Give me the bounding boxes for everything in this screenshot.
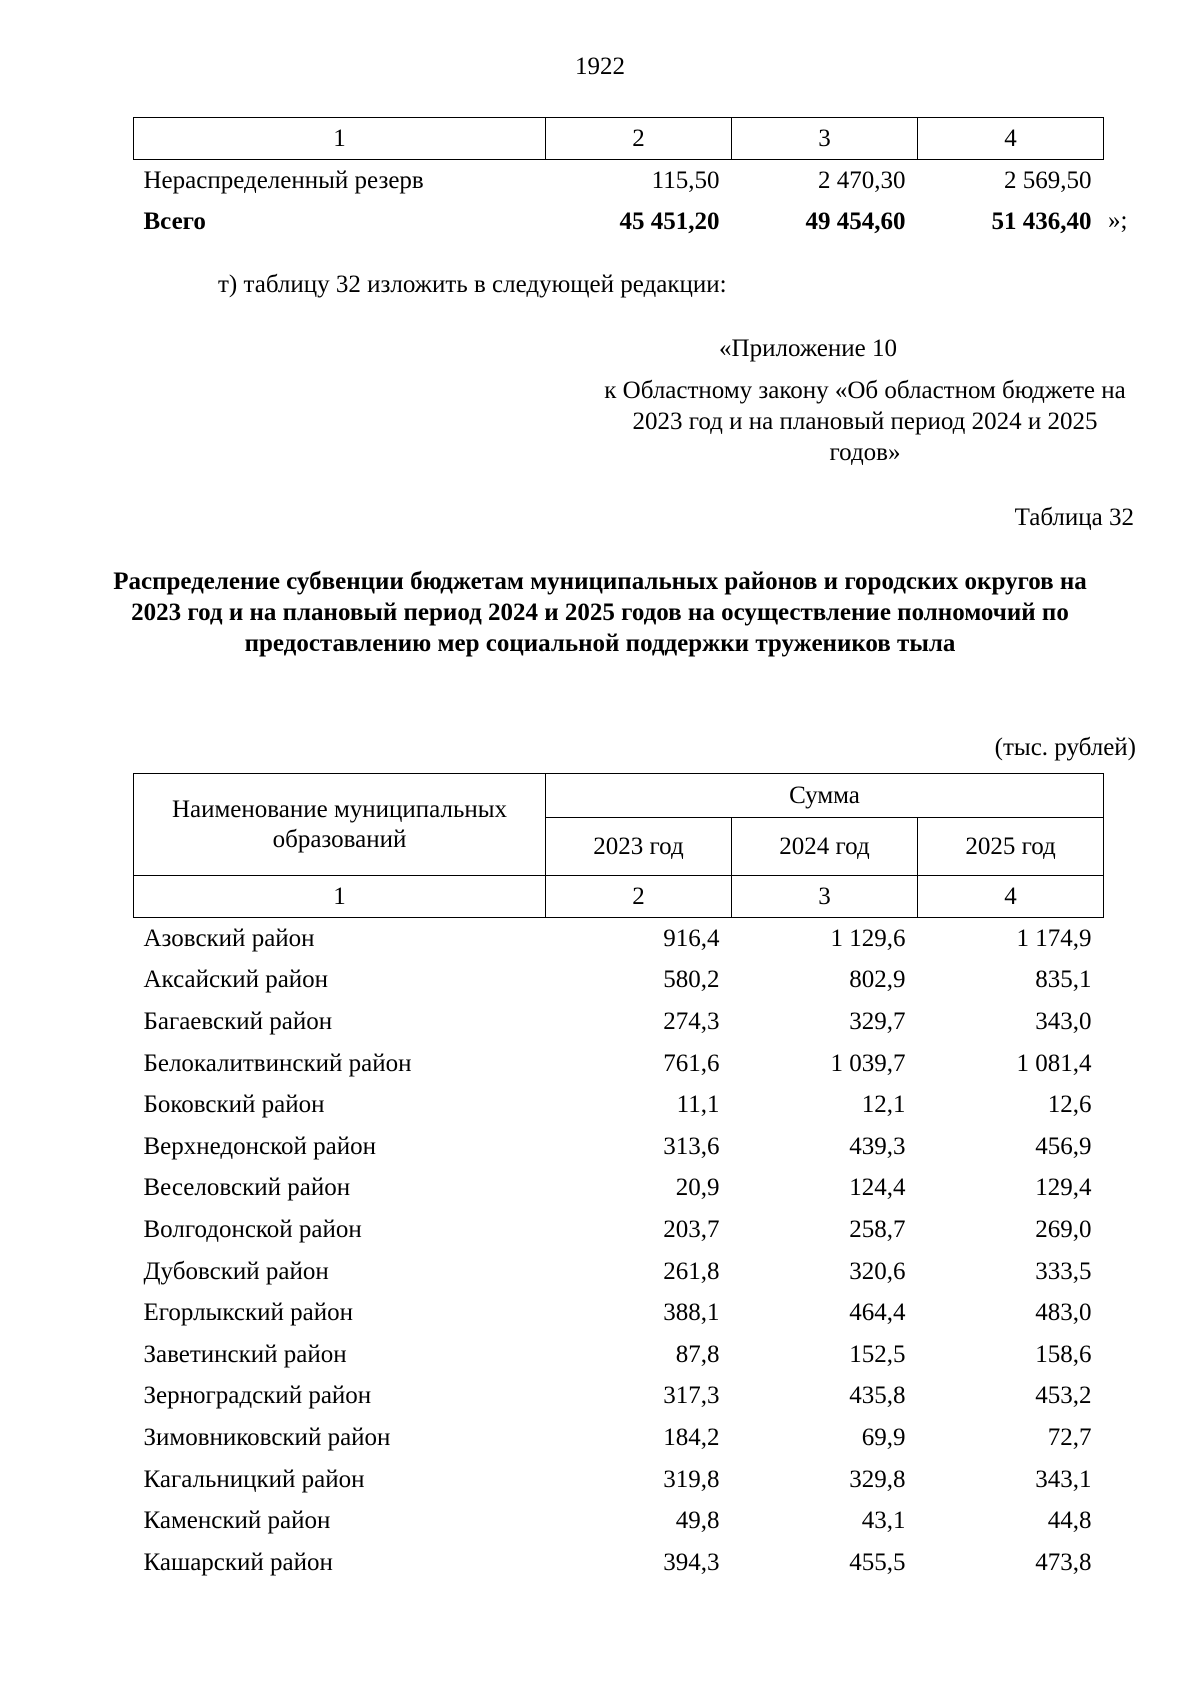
row-value-2023: 313,6 (663, 1132, 720, 1160)
table-row (134, 1043, 1104, 1085)
row-value-2023: 388,1 (663, 1299, 720, 1327)
row-value-2024: 1 129,6 (830, 924, 906, 952)
closing-quote: »; (1108, 207, 1128, 234)
row-value-2025: 343,1 (1035, 1465, 1092, 1493)
row-value-2025: 343,0 (1035, 1007, 1092, 1035)
table-title (0, 566, 1200, 659)
row-value-2024: 455,5 (849, 1548, 906, 1576)
main-table (133, 773, 1104, 1584)
table-row (134, 1251, 1104, 1293)
table-row (134, 1209, 1104, 1251)
col-number: 3 (732, 876, 918, 918)
row-name: Зимовниковский район (143, 1423, 391, 1451)
row-value-2025: 129,4 (1035, 1174, 1092, 1202)
table-row (134, 160, 1104, 202)
table-row (134, 1542, 1104, 1584)
row-name: Нераспределенный резерв (143, 166, 424, 194)
table-row (134, 1292, 1104, 1334)
row-name: Боковский район (143, 1091, 325, 1119)
table-row (134, 1168, 1104, 1210)
top-col-number: 4 (918, 118, 1104, 160)
table-title-text: Распределение субвенции бюджетам муниципальных районов и городских округов на 2023 год и на плановый период 2024 и 2025 годов на осуществление полномочий по предоставлению мер социальной поддержки тружеников тыла (113, 568, 1087, 657)
row-value-2024: 802,9 (849, 966, 906, 994)
annex-reference: к Областному закону «Об областном бюджете на 2023 год и на плановый период 2024 и 2025 годов» (604, 377, 1126, 466)
row-value-2024: 1 039,7 (830, 1049, 906, 1077)
instruction-text: т) таблицу 32 изложить в следующей редакции: (218, 271, 727, 298)
row-name: Багаевский район (143, 1007, 333, 1035)
row-name: Верхнедонской район (143, 1132, 376, 1160)
table-row (134, 918, 1104, 960)
row-value-2024: 320,6 (849, 1257, 906, 1285)
header-row-sum (134, 774, 1104, 818)
row-name: Аксайский район (143, 966, 329, 994)
col-header-year: 2025 год (918, 818, 1104, 876)
units-label: (тыс. рублей) (994, 734, 1136, 761)
top-table-header-row (134, 118, 1104, 160)
row-name: Всего (143, 208, 206, 236)
row-value-2023: 580,2 (663, 966, 720, 994)
row-name: Кагальницкий район (143, 1465, 365, 1493)
row-value-2025: 453,2 (1035, 1382, 1092, 1410)
row-value-2025: 269,0 (1035, 1215, 1092, 1243)
row-value-2025: 2 569,50 (1004, 166, 1092, 194)
row-value-2023: 49,8 (675, 1507, 720, 1535)
row-value-2024: 329,8 (849, 1465, 906, 1493)
table-row (134, 1001, 1104, 1043)
row-value-2023: 319,8 (663, 1465, 720, 1493)
row-name: Каменский район (143, 1507, 331, 1535)
row-name: Белокалитвинский район (143, 1049, 412, 1077)
table-row (134, 960, 1104, 1002)
row-value-2025: 835,1 (1035, 966, 1092, 994)
row-name: Егорлыкский район (143, 1299, 353, 1327)
row-value-2023: 20,9 (675, 1174, 720, 1202)
row-value-2024: 439,3 (849, 1132, 906, 1160)
row-value-2023: 394,3 (663, 1548, 720, 1576)
row-value-2024: 124,4 (849, 1174, 906, 1202)
table-row (134, 1459, 1104, 1501)
col-header-name: Наименование муниципальных образований (134, 774, 546, 876)
row-value-2023: 274,3 (663, 1007, 720, 1035)
row-value-2024: 329,7 (849, 1007, 906, 1035)
col-header-sum: Сумма (546, 774, 1104, 818)
row-value-2023: 203,7 (663, 1215, 720, 1243)
row-name: Веселовский район (143, 1174, 351, 1202)
row-name: Дубовский район (143, 1257, 329, 1285)
row-value-2025: 333,5 (1035, 1257, 1092, 1285)
table-row (134, 1084, 1104, 1126)
top-col-number: 2 (546, 118, 732, 160)
row-value-2023: 87,8 (675, 1340, 720, 1368)
row-value-2023: 45 451,20 (619, 208, 720, 236)
row-name: Азовский район (143, 924, 315, 952)
top-col-number: 1 (134, 118, 546, 160)
row-name: Заветинский район (143, 1340, 347, 1368)
row-value-2025: 1 081,4 (1016, 1049, 1092, 1077)
row-value-2024: 12,1 (861, 1091, 906, 1119)
annex-title: «Приложение 10 (719, 335, 897, 362)
table-row (134, 1334, 1104, 1376)
row-value-2025: 1 174,9 (1016, 924, 1092, 952)
main-table-body (134, 918, 1104, 1584)
table-row (134, 1500, 1104, 1542)
top-col-number: 3 (732, 118, 918, 160)
row-value-2025: 473,8 (1035, 1548, 1092, 1576)
header-row-numbers (134, 876, 1104, 918)
row-value-2024: 464,4 (849, 1299, 906, 1327)
row-value-2023: 916,4 (663, 924, 720, 952)
top-table (133, 117, 1104, 243)
row-name: Зерноградский район (143, 1382, 372, 1410)
row-name: Волгодонской район (143, 1215, 362, 1243)
col-header-year: 2023 год (546, 818, 732, 876)
col-number: 1 (134, 876, 546, 918)
row-value-2025: 72,7 (1047, 1423, 1092, 1451)
table-row (134, 1376, 1104, 1418)
row-value-2024: 435,8 (849, 1382, 906, 1410)
col-number: 4 (918, 876, 1104, 918)
row-value-2023: 184,2 (663, 1423, 720, 1451)
row-value-2024: 258,7 (849, 1215, 906, 1243)
row-value-2024: 49 454,60 (805, 208, 906, 236)
row-value-2025: 44,8 (1047, 1507, 1092, 1535)
row-value-2024: 152,5 (849, 1340, 906, 1368)
row-value-2025: 158,6 (1035, 1340, 1092, 1368)
row-value-2023: 11,1 (676, 1091, 720, 1119)
table-number: Таблица 32 (1014, 504, 1134, 531)
row-value-2023: 261,8 (663, 1257, 720, 1285)
table-row (134, 1126, 1104, 1168)
row-value-2024: 69,9 (861, 1423, 906, 1451)
row-value-2025: 12,6 (1047, 1091, 1092, 1119)
page-number: 1922 (575, 53, 625, 80)
table-row (134, 1417, 1104, 1459)
row-name: Кашарский район (143, 1548, 333, 1576)
row-value-2025: 456,9 (1035, 1132, 1092, 1160)
col-number: 2 (546, 876, 732, 918)
row-value-2024: 2 470,30 (818, 166, 906, 194)
col-header-year: 2024 год (732, 818, 918, 876)
row-value-2023: 115,50 (651, 166, 720, 194)
total-row (134, 202, 1104, 244)
row-value-2023: 761,6 (663, 1049, 720, 1077)
row-value-2025: 51 436,40 (991, 208, 1092, 236)
row-value-2024: 43,1 (861, 1507, 906, 1535)
row-value-2025: 483,0 (1035, 1299, 1092, 1327)
row-value-2023: 317,3 (663, 1382, 720, 1410)
